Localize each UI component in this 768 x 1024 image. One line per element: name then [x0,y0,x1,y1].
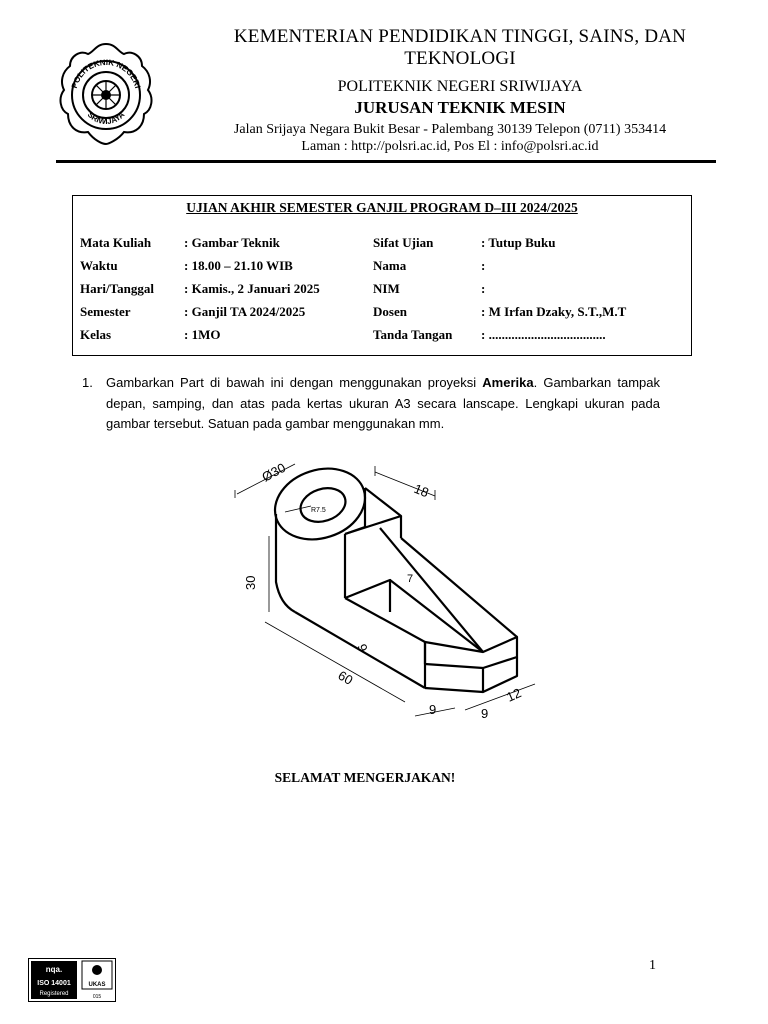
dim-inner: 9 [354,641,371,654]
address-line: Jalan Srijaya Negara Bukit Besar - Palembang 30139 Telepon (0711) 353414 [233,122,667,137]
question-text-end: . Gambarkan tampak depan, samping, dan atas pada kertas ukuran A3 secara lanscape. Lengkapi ukuran pada gambar tersebut. Satuan pada gambar menggunakan mm. [106,375,660,431]
certification-logos [28,958,116,1002]
question-1 [82,373,660,435]
field-label-exam-type: Sifat Ujian [373,235,434,250]
field-label-course: Mata Kuliah [80,235,152,250]
dim-diameter: Ø30 [259,459,289,485]
polsri-logo [52,40,160,148]
field-value-nim: : [481,281,486,296]
address-block [180,121,720,155]
field-value-semester: : Ganjil TA 2024/2025 [184,304,306,319]
logo-text-bottom: SRIWIJAYA [85,110,127,127]
field-value-name: : [481,258,486,273]
question-text [106,373,660,435]
dim-base-b: 9 [481,706,489,721]
field-value-lecturer: : M Irfan Dzaky, S.T.,M.T [481,304,627,319]
field-label-date: Hari/Tanggal [80,281,154,296]
question-text-start: Gambarkan Part di bawah ini dengan menggunakan proyeksi [106,375,483,390]
field-value-time: : 18.00 – 21.10 WIB [184,258,293,273]
contact-line: Laman : http://polsri.ac.id, Pos El : info@polsri.ac.id [301,139,599,154]
dim-length: 60 [335,667,356,688]
department-name: JURUSAN TEKNIK MESIN [354,98,566,117]
field-value-exam-type: : Tutup Buku [481,235,556,250]
field-label-name: Nama [373,258,407,273]
field-value-class: : 1MO [184,327,221,342]
dim-height: 30 [243,575,258,590]
header-divider [56,160,716,163]
field-value-date: : Kamis., 2 Januari 2025 [184,281,320,296]
field-label-lecturer: Dosen [373,304,407,319]
logo-text-top: POLITEKNIK NEGERI [69,57,143,90]
dim-base-c: 12 [504,685,524,705]
field-label-time: Waktu [80,258,118,273]
cert-registered: Registered [39,991,69,997]
question-number: 1. [82,375,93,390]
field-label-semester: Semester [80,304,131,319]
field-value-signature: : .................................... [481,327,606,342]
field-label-nim: NIM [373,281,400,296]
cert-iso: ISO 14001 [37,980,71,987]
cert-nqa: nqa. [45,965,63,974]
dim-width-top: 18 [411,480,431,501]
dim-rib: 7 [407,573,414,585]
dim-radius: R7.5 [311,507,326,514]
field-value-course: : Gambar Teknik [184,235,280,250]
ministry-name: KEMENTERIAN PENDIDIKAN TINGGI, SAINS, DAN TEKNOLOGI [233,26,687,69]
exam-title: UJIAN AKHIR SEMESTER GANJIL PROGRAM D–III 2024/2025 [186,200,578,215]
institution-name: POLITEKNIK NEGERI SRIWIJAYA [337,78,583,95]
question-emphasis: Amerika [482,375,534,390]
cert-ukas: UKAS [88,982,106,988]
closing-message: SELAMAT MENGERJAKAN! [274,770,456,785]
field-label-signature: Tanda Tangan [373,327,453,342]
page-number: 1 [649,958,656,973]
dim-base-a: 9 [429,702,437,717]
cert-ukas-number: 015 [92,994,102,1000]
isometric-part-drawing [225,452,560,732]
field-label-class: Kelas [80,327,112,342]
